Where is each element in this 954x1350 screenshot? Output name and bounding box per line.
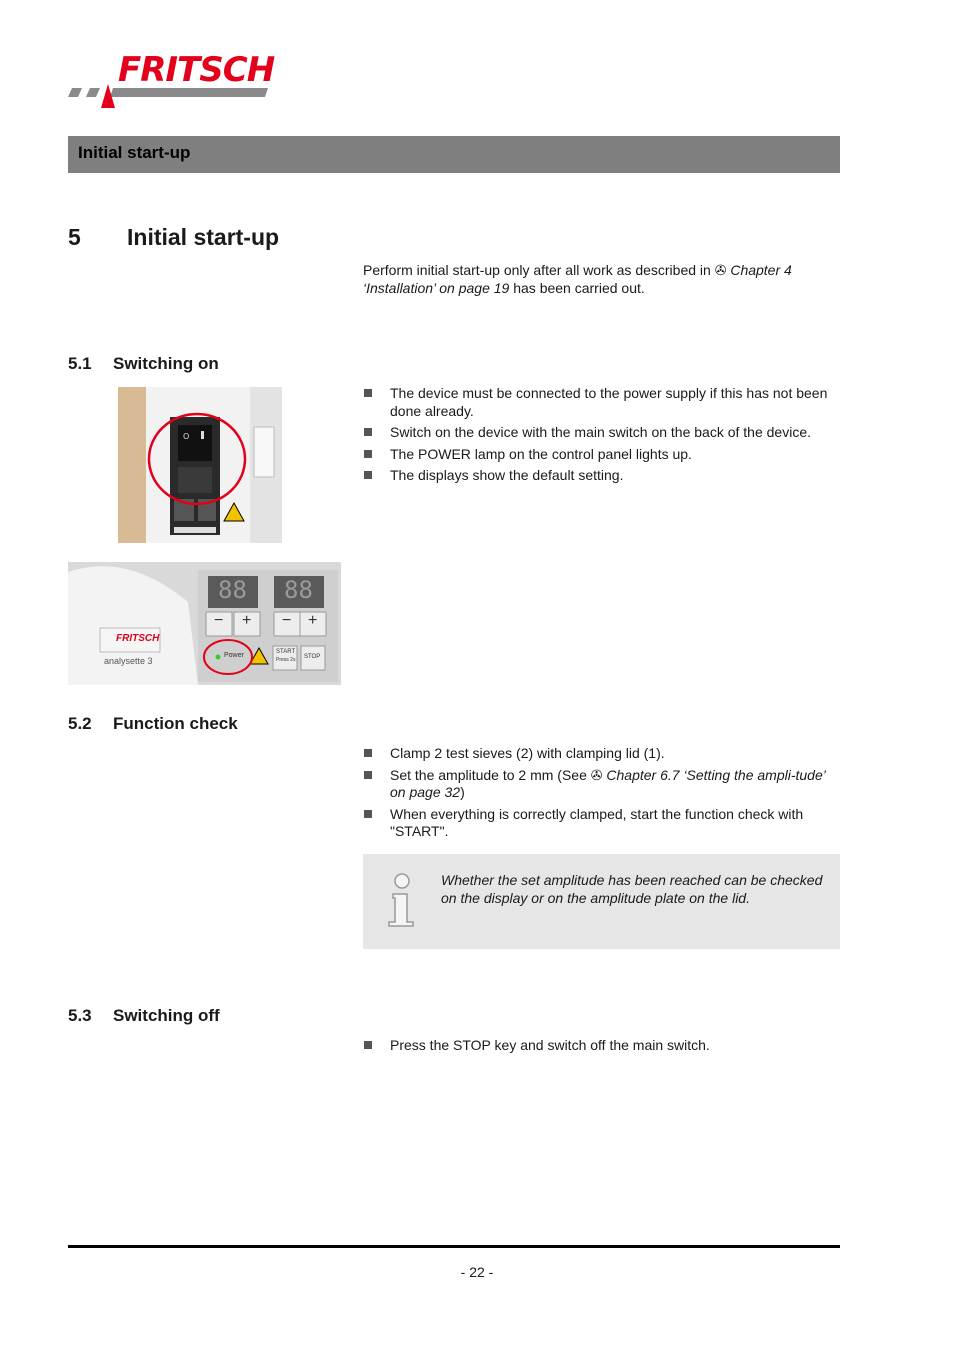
info-note-text: Whether the set amplitude has been reached can be checked on the display or on the amplitude plate on the lid. [441,872,823,906]
switching-off-list [363,1037,843,1059]
list-item-text: Clamp 2 test sieves (2) with clamping lid (1). [390,745,665,761]
bullet-square-icon [364,450,372,458]
list-item [363,745,843,763]
intro-ref-chapter[interactable]: Chapter 4 [730,262,792,278]
panel-minus-1: − [214,612,224,629]
section-5-1-title: Switching on [113,354,219,373]
bullet-square-icon [364,810,372,818]
switching-on-list [363,385,843,489]
ref-arrow-icon: ✇ [714,262,727,278]
logo-text: FRITSCH [118,50,275,90]
ref-arrow-icon: ✇ [590,766,603,783]
bullet-square-icon [364,428,372,436]
panel-display-right: 88 [284,576,313,604]
list-item-text: Press the STOP key and switch off the main switch. [390,1037,710,1053]
section-header-label: Initial start-up [78,143,191,162]
section-5-2-number: 5.2 [68,714,92,733]
svg-text:O: O [183,432,190,441]
list-item-text: Set the amplitude to 2 mm (See [390,766,591,783]
list-item [363,467,843,485]
list-item-text: Switch on the device with the main switch on the back of the device. [390,424,812,440]
section-5-3-title: Switching off [113,1006,220,1025]
bullet-square-icon [364,1041,372,1049]
list-item [363,1037,843,1055]
fritsch-logo [68,50,288,112]
chapter-title: Initial start-up [127,224,280,250]
intro-ref-page[interactable]: ‘Installation’ on page 19 [363,280,510,296]
intro-text-pre: Perform initial start-up only after all work as described in [363,262,715,278]
list-item [363,767,843,802]
main-switch-photo [118,387,282,543]
info-icon [387,872,417,928]
panel-stop-label: STOP [304,654,321,660]
info-note-box [363,854,840,949]
panel-power-label: Power [224,652,244,659]
panel-model-label: analysette 3 [104,656,153,666]
panel-brand-label: FRITSCH [116,633,160,644]
list-item [363,806,843,841]
list-item-text-end: ) [460,784,465,800]
section-5-1-number: 5.1 [68,354,92,373]
panel-plus-2: + [308,612,318,629]
bullet-square-icon [364,389,372,397]
list-item-text: When everything is correctly clamped, start the function check with "START". [390,805,804,839]
list-item [363,385,843,420]
section-header-bar [68,136,840,173]
section-5-3-number: 5.3 [68,1006,92,1025]
bullet-square-icon [364,749,372,757]
panel-plus-1: + [242,612,252,629]
main-switch-illustration [118,387,282,543]
panel-display-left: 88 [218,576,247,604]
panel-start-sub-label: Press 2s [276,657,296,663]
footer-rule [68,1245,840,1248]
page-number: - 22 - [460,1264,494,1280]
list-item [363,446,843,464]
chapter-number: 5 [68,224,81,250]
list-item-text: The displays show the default setting. [390,467,624,483]
list-item-text: The POWER lamp on the control panel lights up. [390,445,692,462]
intro-text-post: has been carried out. [509,280,645,296]
function-check-list [363,745,843,845]
bullet-square-icon [364,771,372,779]
panel-start-label: START [276,649,296,655]
bullet-square-icon [364,471,372,479]
panel-minus-2: − [282,612,292,629]
list-item-text: The device must be connected to the power supply if this has not been done already. [390,385,828,419]
intro-paragraph [363,261,843,297]
section-5-2-title: Function check [113,714,238,733]
amplitude-chapter-ref[interactable]: Chapter 6.7 ‘Setting the ampli-tude’ on page 32 [390,766,826,800]
list-item [363,424,843,442]
control-panel-photo [68,562,341,685]
